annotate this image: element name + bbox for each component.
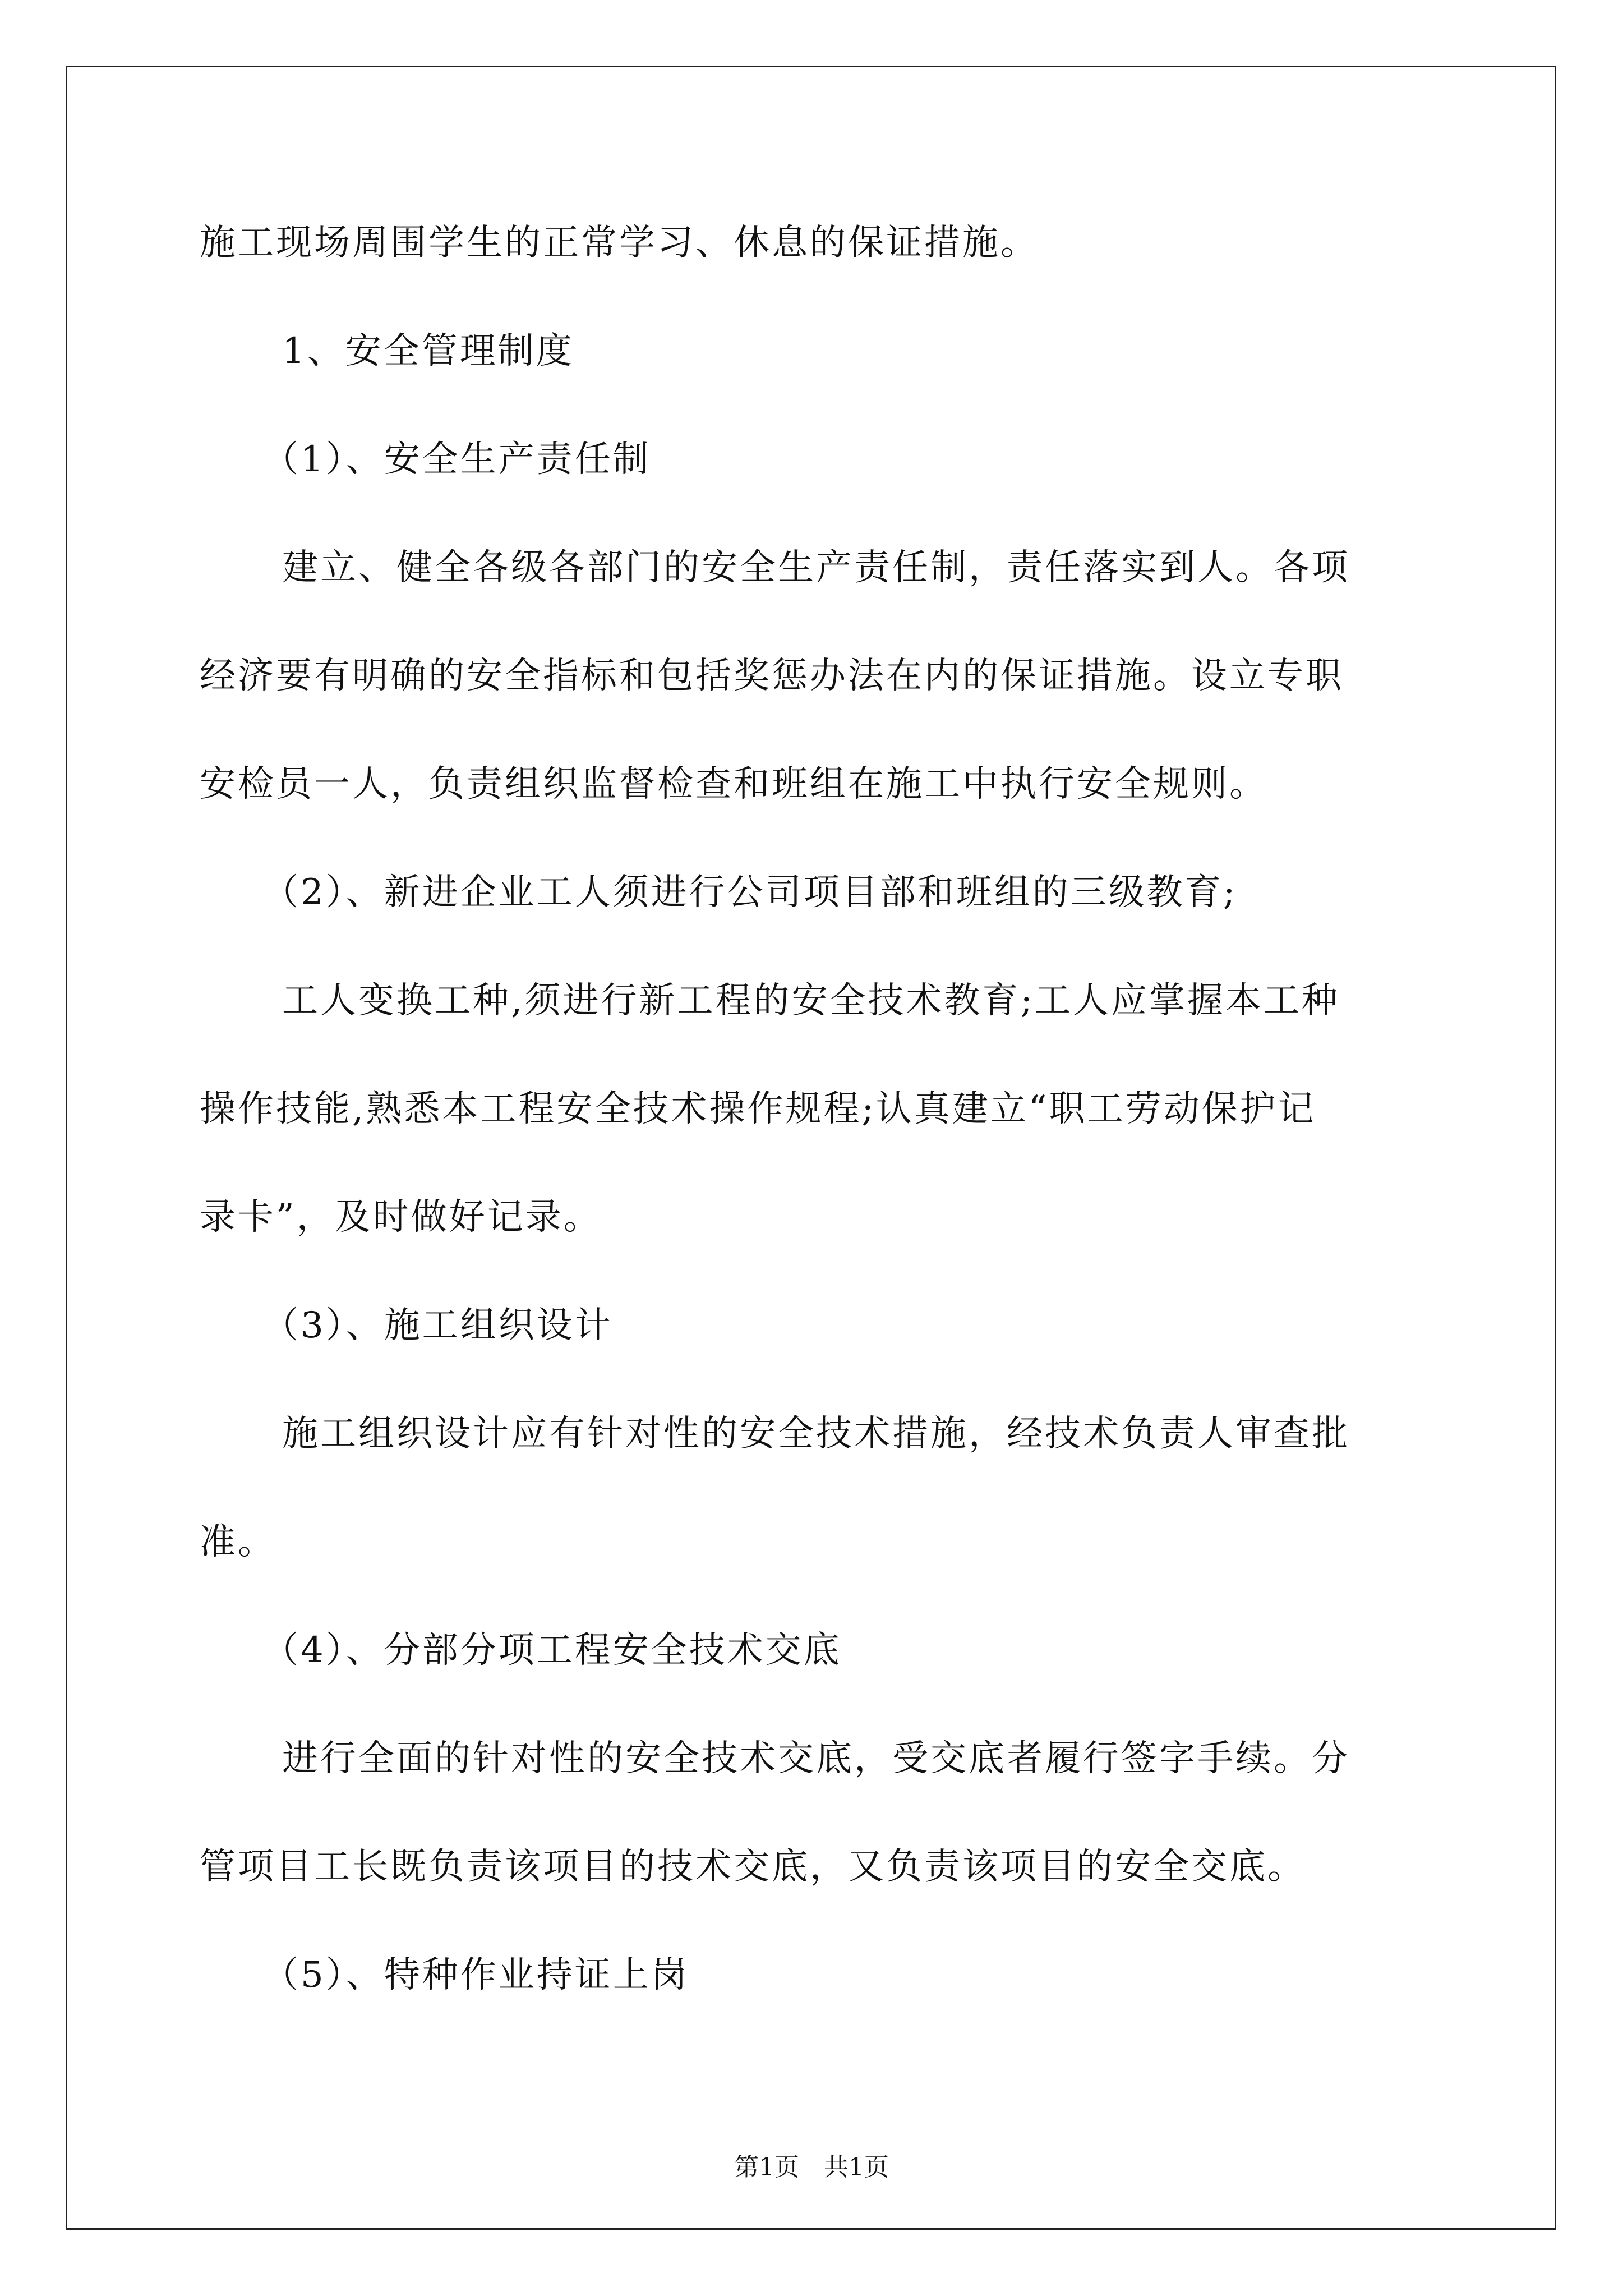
text-line: 管项目工长既负责该项目的技术交底，又负责该项目的安全交底。 bbox=[200, 1846, 1306, 1888]
subsection-heading: （4）、分部分项工程安全技术交底 bbox=[262, 1630, 842, 1671]
section-heading: 1、安全管理制度 bbox=[282, 330, 574, 372]
text-line: 工人变换工种,须进行新工程的安全技术教育;工人应掌握本工种 bbox=[282, 980, 1340, 1022]
text-line: 建立、健全各级各部门的安全生产责任制，责任落实到人。各项 bbox=[282, 547, 1350, 588]
text-line: 进行全面的针对性的安全技术交底，受交底者履行签字手续。分 bbox=[282, 1738, 1350, 1779]
text-line: 经济要有明确的安全指标和包括奖惩办法在内的保证措施。设立专职 bbox=[200, 655, 1344, 697]
text-line: 录卡”，及时做好记录。 bbox=[200, 1197, 602, 1238]
page-border bbox=[66, 66, 1556, 2230]
subsection-heading: （5）、特种作业持证上岗 bbox=[262, 1954, 689, 1996]
text-line: 操作技能,熟悉本工程安全技术操作规程;认真建立“职工劳动保护记 bbox=[200, 1088, 1316, 1130]
text-line: 施工现场周围学生的正常学习、休息的保证措施。 bbox=[200, 222, 1039, 264]
subsection-heading: （2）、新进企业工人须进行公司项目部和班组的三级教育; bbox=[262, 872, 1238, 913]
subsection-heading: （3）、施工组织设计 bbox=[262, 1305, 613, 1346]
text-line: 准。 bbox=[200, 1521, 276, 1563]
subsection-heading: （1）、安全生产责任制 bbox=[262, 439, 651, 480]
text-line: 施工组织设计应有针对性的安全技术措施，经技术负责人审查批 bbox=[282, 1413, 1350, 1455]
page-number-footer: 第1页 共1页 bbox=[734, 2153, 889, 2182]
text-line: 安检员一人，负责组织监督检查和班组在施工中执行安全规则。 bbox=[200, 763, 1267, 805]
